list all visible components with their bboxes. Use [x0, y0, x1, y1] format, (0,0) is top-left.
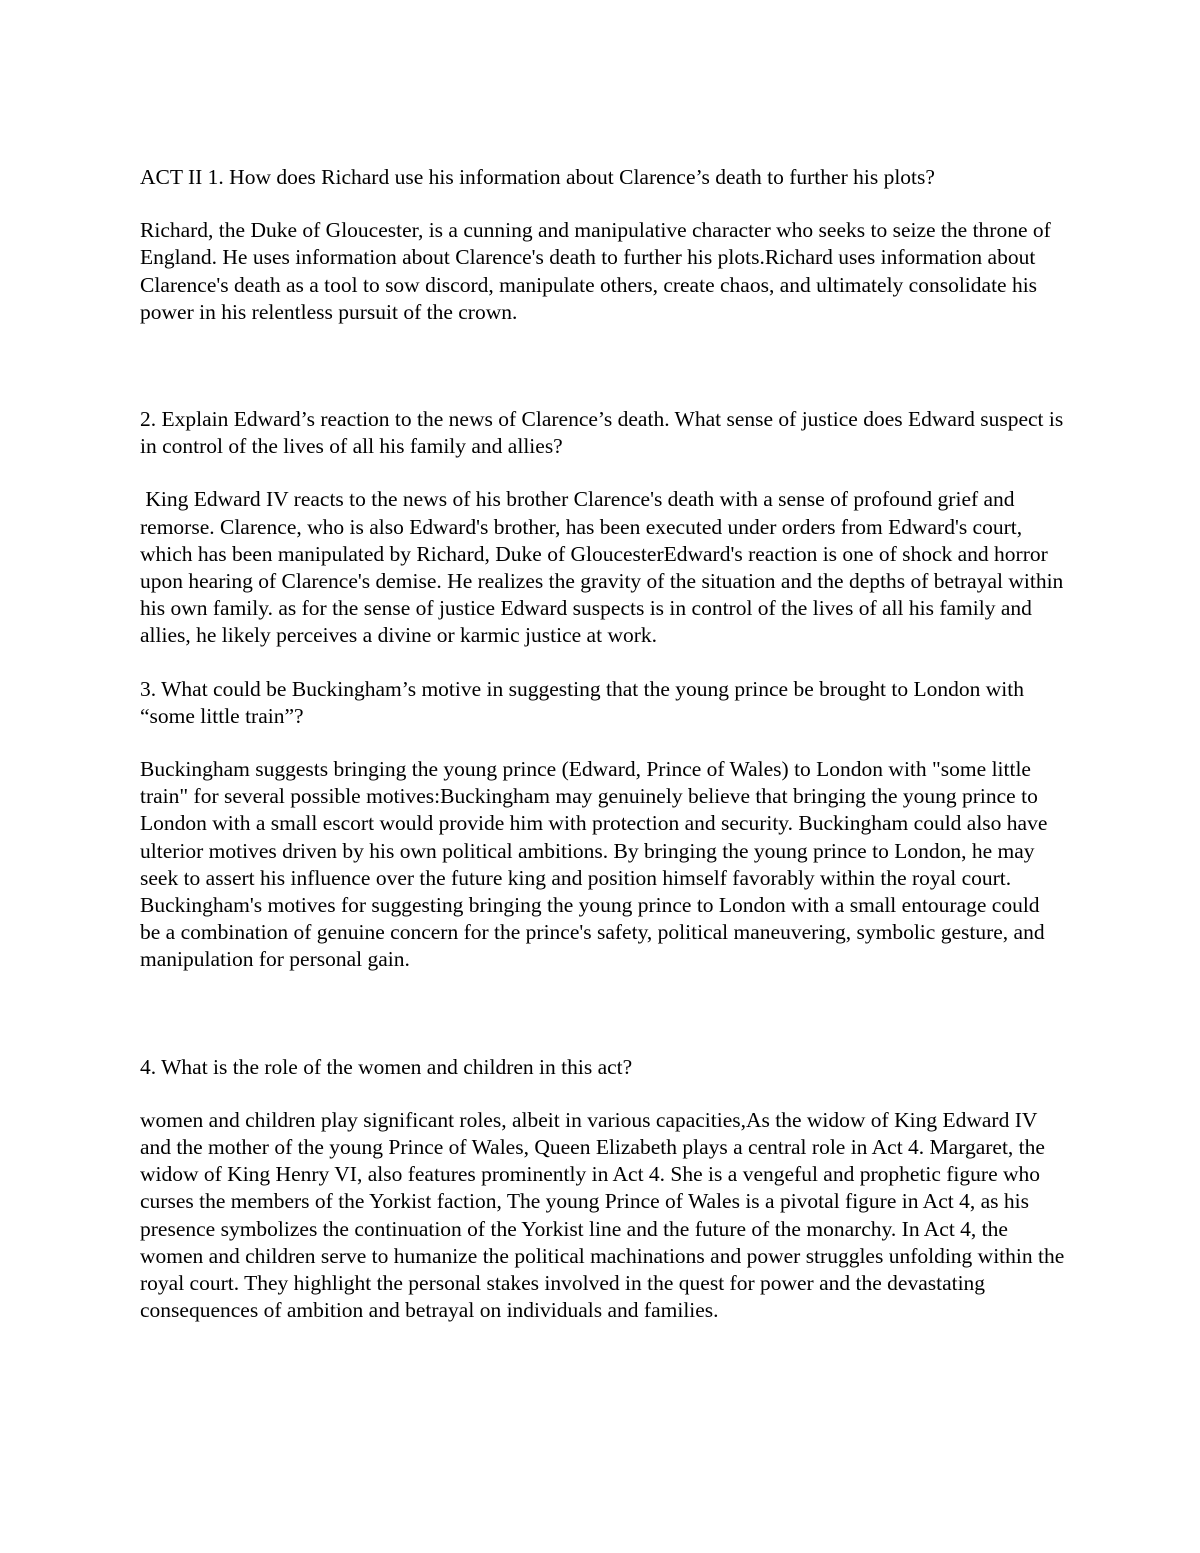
question-1: ACT II 1. How does Richard use his information about Clarence’s death to further his plots? — [140, 165, 935, 189]
answer-4: women and children play significant roles, albeit in various capacities,As the widow of King Edward IV and the mother of the young Prince of Wales, Queen Elizabeth plays a central role in Act 4. Margaret, the widow of King Henry VI, also features prominently in Act 4. She is a vengeful and prophetic figure who curses the members of the Yorkist faction, The young Prince of Wales is a pivotal figure in Act 4, as his presence symbolizes the continuation of the Yorkist line and the future of the monarchy. In Act 4, the women and children serve to humanize the political machinations and power struggles unfolding within the royal court. They highlight the personal stakes involved in the quest for power and the devastating consequences of ambition and betrayal on individuals and families. — [140, 1107, 1065, 1323]
question-4: 4. What is the role of the women and children in this act? — [140, 1054, 633, 1079]
answer-3: Buckingham suggests bringing the young prince (Edward, Prince of Wales) to London with "some little train" for several possible motives:Buckingham may genuinely believe that bringing the young prince to London with a small escort would provide him with protection and security. Buckingham could also have ulterior motives driven by his own political ambitions. By bringing the young prince to London, he may seek to assert his influence over the future king and position himself favorably within the royal court. Buckingham's motives for suggesting bringing the young prince to London with a small entourage could be a combination of genuine concern for the prince's safety, political maneuvering, symbolic gesture, and manipulation for personal gain. — [140, 757, 1048, 972]
question-3: 3. What could be Buckingham’s motive in suggesting that the young prince be brought to London with “some little train”? — [140, 676, 1024, 728]
document-body — [140, 164, 1069, 1325]
answer-2: King Edward IV reacts to the news of his brother Clarence's death with a sense of profound grief and remorse. Clarence, who is also Edward's brother, has been executed under orders from Edward's court, which has been manipulated by Richard, Duke of GloucesterEdward's reaction is one of shock and horror upon hearing of Clarence's demise. He realizes the gravity of the situation and the depths of betrayal within his own family. as for the sense of justice Edward suspects is in control of the lives of all his family and allies, he likely perceives a divine or karmic justice at work. — [140, 487, 1069, 648]
question-2: 2. Explain Edward’s reaction to the news of Clarence’s death. What sense of justice does Edward suspect is in control of the lives of all his family and allies? — [140, 407, 1064, 459]
answer-1: Richard, the Duke of Gloucester, is a cunning and manipulative character who seeks to seize the throne of England. He uses information about Clarence's death to further his plots.Richard uses information about Clarence's death as a tool to sow discord, manipulate others, create chaos, and ultimately consolidate his power in his relentless pursuit of the crown. — [140, 218, 1051, 324]
